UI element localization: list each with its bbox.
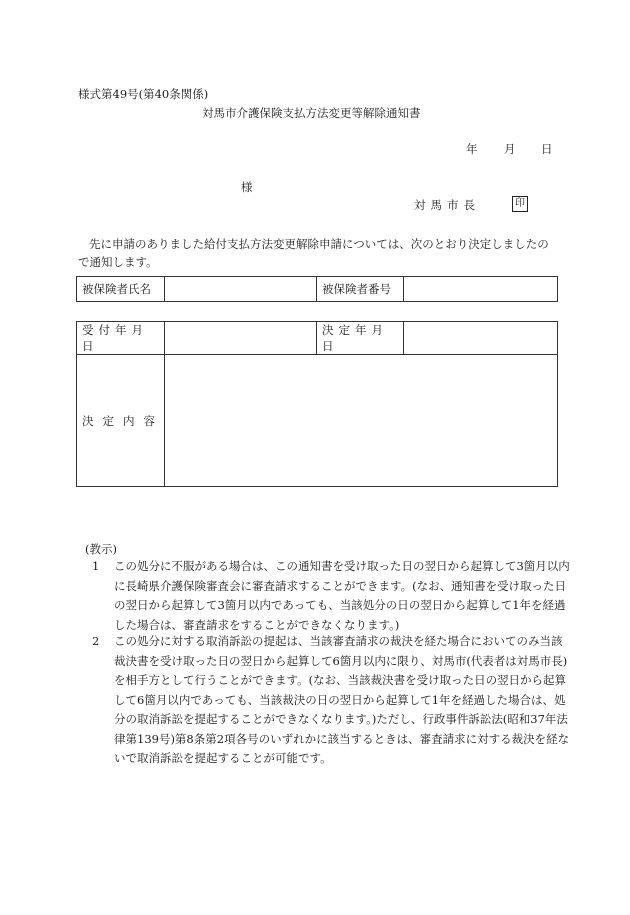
form-number: 様式第49号(第40条関係) <box>78 87 209 101</box>
decided-date-field[interactable] <box>404 322 558 355</box>
insured-number-label: 被保険者番号 <box>317 277 404 302</box>
instructions-heading: (教示) <box>85 542 117 556</box>
instruction-item-number: 2 <box>92 634 100 648</box>
decided-date-label: 決定年月日 <box>317 322 404 355</box>
insured-name-field[interactable] <box>165 277 317 302</box>
insured-info-table <box>76 276 558 302</box>
addressee-suffix: 様 <box>241 180 253 194</box>
instruction-item-1 <box>92 557 572 637</box>
insured-number-field[interactable] <box>404 277 558 302</box>
instruction-item-2 <box>92 632 572 765</box>
decision-content-label: 決定内容 <box>77 355 165 487</box>
instruction-item-number: 1 <box>92 559 100 573</box>
instruction-item-text: この処分に対する取消訴訟の提起は、当該審査請求の裁決を経た場合においてのみ当該裁決書を受け取った日の翌日から起算して6箇月以内に限り、対馬市(代表者は対馬市長)を相手方として行うことができます。(なお、当該裁決書を受け取った日の翌日から起算して6箇月以内であっても、当該裁決の日の翌日から起算して1年を経過した場合は、処分の取消訴訟を提起することができなくなります。)ただし、行政事件訴訟法(昭和37年法律第139号)第8条第2項各号のいずれかに該当するときは、審査請求に対する裁決を経ないで取消訴訟を提起することが可能です。 <box>114 634 570 765</box>
intro-paragraph: 先に申請のありました給付支払方法変更解除申請については、次のとおり決定しましたので通知します。 <box>78 237 549 269</box>
document-title: 対馬市介護保険支払方法変更等解除通知書 <box>202 106 421 120</box>
instruction-item-text: この処分に不服がある場合は、この通知書を受け取った日の翌日から起算して3箇月以内に長崎県介護保険審査会に審査請求することができます。(なお、通知書を受け取った日の翌日から起算して3箇月以内であっても、当該処分の日の翌日から起算して1年を経過した場合は、審査請求をすることができなくなります。) <box>114 559 570 632</box>
decision-table <box>76 321 558 487</box>
date-year-label: 年 <box>466 142 478 156</box>
received-date-label: 受付年月日 <box>77 322 165 355</box>
decision-content-field[interactable] <box>165 355 558 487</box>
issuer-name: 対馬市長 <box>414 198 480 212</box>
seal-mark: 印 <box>512 196 528 212</box>
date-month-label: 月 <box>504 142 516 156</box>
date-day-label: 日 <box>541 142 553 156</box>
insured-name-label: 被保険者氏名 <box>77 277 165 302</box>
received-date-field[interactable] <box>165 322 317 355</box>
